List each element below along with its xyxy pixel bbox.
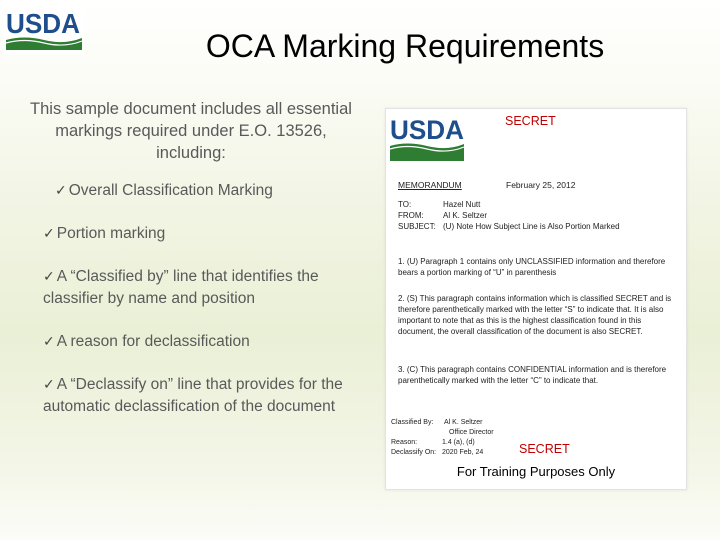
from-value: Al K. Seltzer — [443, 211, 488, 220]
list-item — [55, 180, 367, 202]
memo-heading: MEMORANDUM — [398, 180, 462, 190]
memo-date: February 25, 2012 — [506, 180, 576, 190]
check-icon: ✓ — [43, 334, 55, 350]
reason-value: 1.4 (a), (d) — [442, 439, 475, 446]
from-label: FROM: — [398, 211, 424, 220]
list-item — [43, 374, 355, 418]
memo-paragraph: 3. (C) This paragraph contains CONFIDENTIAL information and is therefore parenthetically marked with the letter “C” to indicate that. — [398, 365, 667, 385]
usda-logo — [4, 4, 84, 54]
list-item — [43, 223, 355, 245]
list-item-label: Portion marking — [56, 225, 166, 242]
classified-by-label: Classified By: — [391, 419, 434, 426]
classified-by-title: Office Director — [449, 429, 494, 436]
memo-usda-logo — [387, 109, 467, 169]
to-label: TO: — [398, 200, 412, 209]
training-footer: For Training Purposes Only — [456, 464, 616, 479]
list-item-label: A “Classified by” line that identifies the classifier by name and position — [43, 268, 319, 307]
intro-text: This sample document includes all essential markings required under E.O. 13526, including: — [30, 100, 352, 162]
list-item-label: A reason for declassification — [56, 333, 250, 350]
slide-title: OCA Marking Requirements — [205, 28, 605, 64]
memo-paragraph: 2. (S) This paragraph contains information which is classified SECRET and is therefore parenthetically marked with the letter “S” to indicate that. It is also important to note that as this is the highest classification found in this document, the overall classification of the document is also SECRET. — [398, 294, 672, 336]
memo-usda-logo-text: USDA — [390, 115, 464, 145]
sample-memorandum — [385, 108, 687, 490]
bottom-classification-marking: SECRET — [519, 442, 570, 456]
check-icon: ✓ — [55, 183, 67, 199]
check-icon: ✓ — [43, 226, 55, 242]
list-item-label: Overall Classification Marking — [68, 182, 273, 199]
subject-value: (U) Note How Subject Line is Also Portion Marked — [443, 222, 620, 231]
check-icon: ✓ — [43, 377, 55, 393]
reason-label: Reason: — [391, 439, 418, 446]
check-icon: ✓ — [43, 269, 55, 285]
declassify-on-value: 2020 Feb, 24 — [442, 449, 484, 456]
list-item — [43, 266, 355, 310]
top-classification-marking: SECRET — [505, 114, 556, 128]
list-item — [43, 331, 355, 353]
to-value: Hazel Nutt — [443, 200, 481, 209]
usda-logo-text: USDA — [6, 8, 80, 39]
subject-label: SUBJECT: — [398, 222, 436, 231]
list-item-label: A “Declassify on” line that provides for the automatic declassification of the document — [43, 376, 343, 415]
memo-paragraph: 1. (U) Paragraph 1 contains only UNCLASSIFIED information and therefore bears a portion marking of “U” in parenthesis — [398, 257, 666, 277]
declassify-on-label: Declassify On: — [391, 449, 437, 456]
classified-by-name: Al K. Seltzer — [444, 419, 483, 426]
